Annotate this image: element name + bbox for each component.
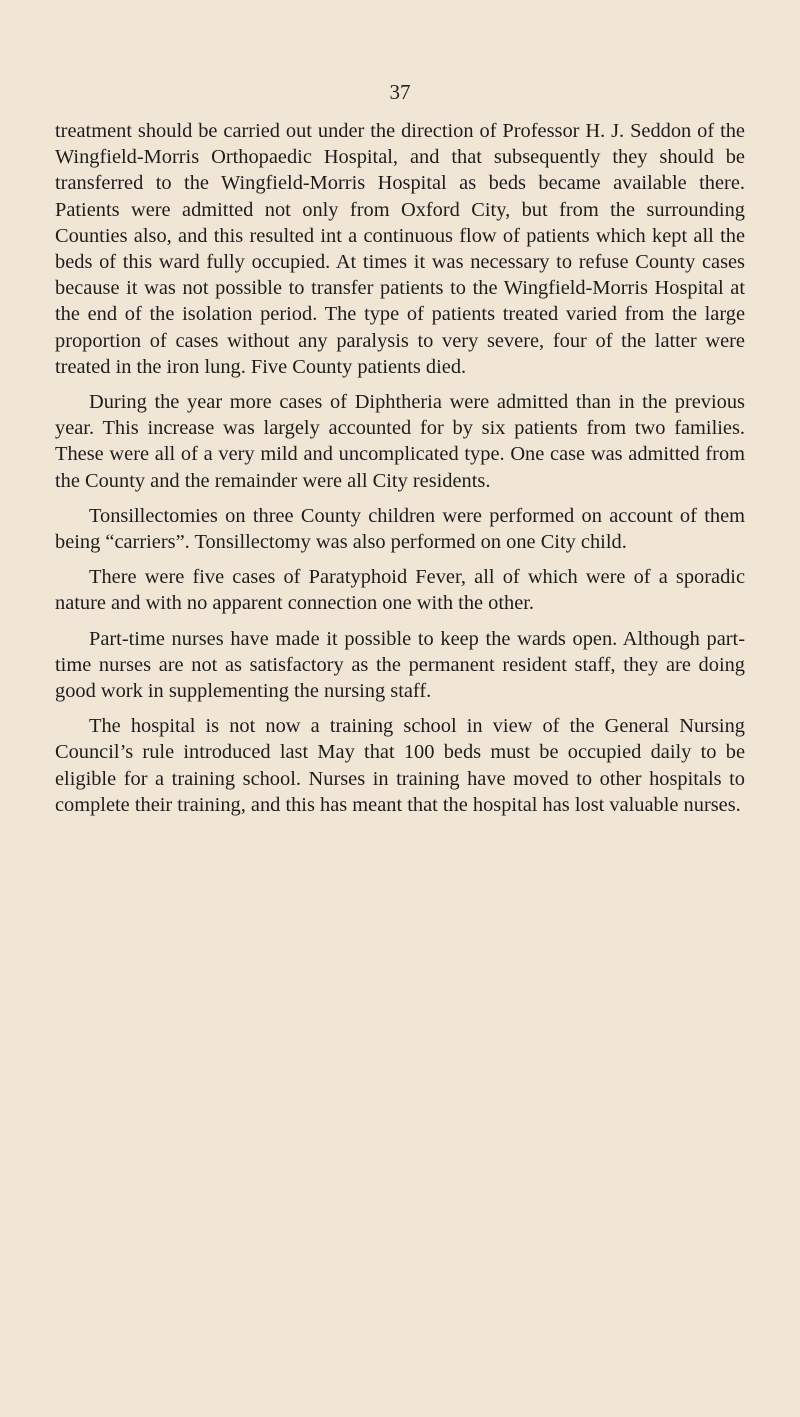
paragraph-diphtheria: During the year more cases of Diphtheria were admitted than in the previous year. This increase was largely accounted for by six patients from two families. These were all of a very mild and uncomplicated type. One case was admitted from the County and the remainder were all City residents. <box>55 391 745 492</box>
paragraph-part-time-nurses: Part-time nurses have made it possible to keep the wards open. Although part-time nurses are not as satisfactory as the permanent resident staff, they are doing good work in supplementing the nursing staff. <box>55 627 745 703</box>
body-text <box>55 118 745 827</box>
paragraph-training-school: The hospital is not now a training school in view of the General Nursing Council’s rule introduced last May that 100 beds must be occupied daily to be eligible for a training school. Nurses in training have moved to other hospitals to complete their training, and this has meant that the hospital has lost valuable nurses. <box>55 715 745 816</box>
page-number: 37 <box>389 80 411 104</box>
paragraph-paratyphoid: There were five cases of Paratyphoid Fever, all of which were of a sporadic nature and with no apparent connection one with the other. <box>55 566 745 615</box>
paragraph-poliomyelitis-continued: treatment should be carried out under the direction of Professor H. J. Seddon of the Wingfield-Morris Orthopaedic Hospital, and that subsequently they should be transferred to the Wingfield-Morris Hospital as beds became available there. Patients were admitted not only from Oxford City, but from the surrounding Counties also, and this resulted int a continuous flow of patients which kept all the beds of this ward fully occupied. At times it was necessary to refuse County cases because it was not possible to transfer patients to the Wingfield-Morris Hospital at the end of the isolation period. The type of patients treated varied from the large proportion of cases without any paralysis to very severe, four of the latter were treated in the iron lung. Five County patients died. <box>55 120 745 378</box>
paragraph-tonsillectomies: Tonsillectomies on three County children were performed on account of them being “carriers”. Tonsillectomy was also performed on one City child. <box>55 504 745 554</box>
